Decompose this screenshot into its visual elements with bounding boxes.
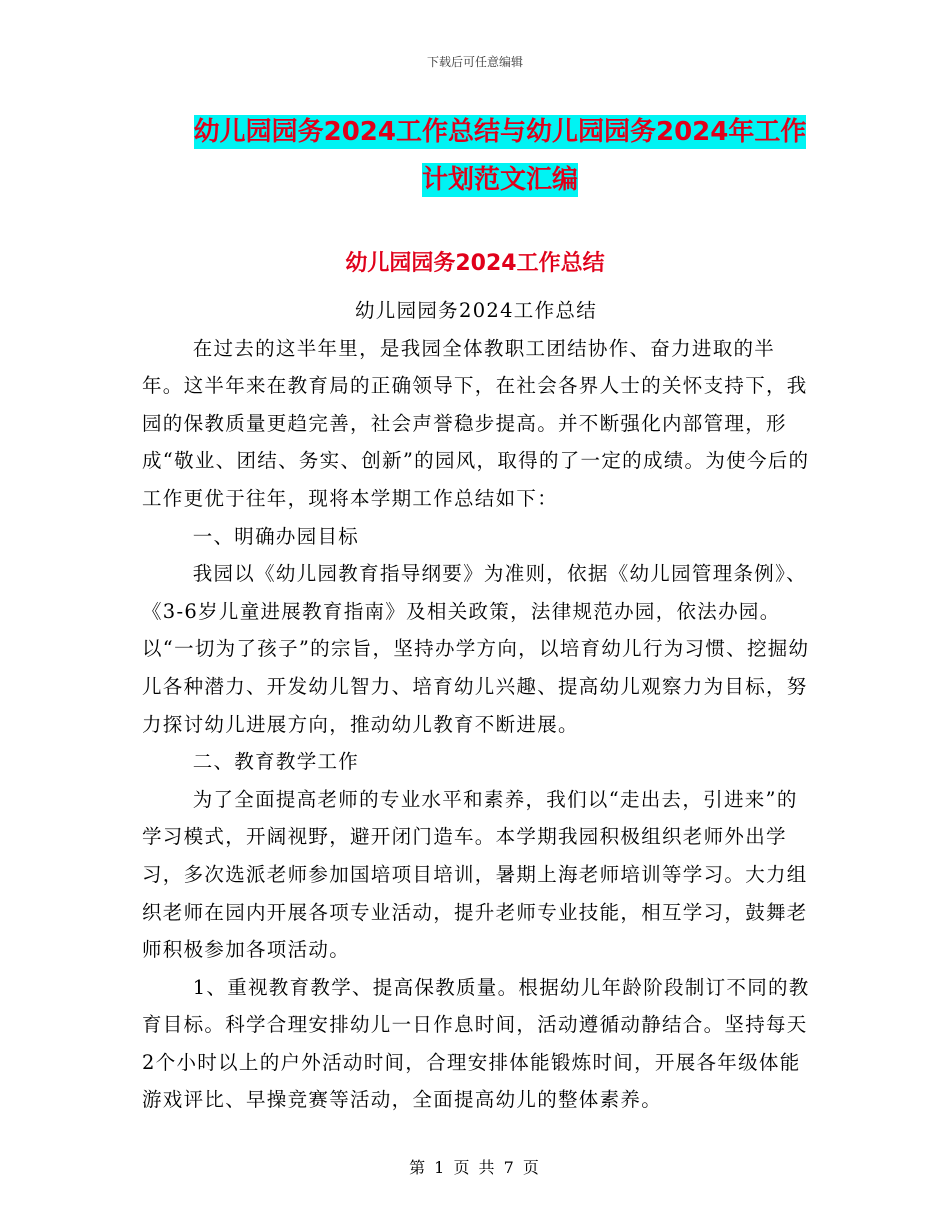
paragraph-quality: 1、重视教育教学、提高保教质量。根据幼儿年龄阶段制订不同的教育目标。科学合理安排幼儿一日作息时间，活动遵循动静结合。坚持每天2个小时以上的户外活动时间，合理安排体能锻炼时间，开展各年级体能游戏评比、早操竞赛等活动，全面提高幼儿的整体素养。 xyxy=(142,975,810,1112)
header-note: 下载后可任意编辑 xyxy=(426,55,523,69)
subtitle: 幼儿园园务2024工作总结 xyxy=(354,299,598,322)
paragraph-goals: 我园以《幼儿园教育指导纲要》为准则，依据《幼儿园管理条例》、《3-6岁儿童进展教育指南》及相关政策，法律规范办园，依法办园。以“一切为了孩子”的宗旨，坚持办学方向，以培育幼儿行为习惯、挖掘幼儿各种潜力、开发幼儿智力、培育幼儿兴趣、提高幼儿观察力为目标，努力探讨幼儿进展方向，推动幼儿教育不断进展。 xyxy=(142,562,810,736)
heading-teaching: 二、教育教学工作 xyxy=(192,750,360,774)
document-title-line-1: 幼儿园园务2024工作总结与幼儿园园务2024年工作 xyxy=(193,117,807,147)
body-text xyxy=(142,292,810,1119)
document-title-line-2: 计划范文汇编 xyxy=(421,165,578,195)
document-title xyxy=(190,108,810,204)
paragraph-teaching: 为了全面提高老师的专业水平和素养，我们以“走出去，引进来”的学习模式，开阔视野，避开闭门造车。本学期我园积极组织老师外出学习，多次选派老师参加国培项目培训，暑期上海老师培训等学习。大力组织老师在园内开展各项专业活动，提升老师专业技能，相互学习，鼓舞老师积极参加各项活动。 xyxy=(142,787,808,962)
page-footer: 第 1 页 共 7 页 xyxy=(409,1158,541,1177)
paragraph-intro: 在过去的这半年里，是我园全体教职工团结协作、奋力进取的半年。这半年来在教育局的正确领导下，在社会各界人士的关怀支持下，我园的保教质量更趋完善，社会声誉稳步提高。并不断强化内部管理，形成“敬业、团结、务实、创新”的园风，取得的了一定的成绩。为使今后的工作更优于往年，现将本学期工作总结如下： xyxy=(142,336,810,510)
heading-goals: 一、明确办园目标 xyxy=(192,524,360,548)
section-title: 幼儿园园务2024工作总结 xyxy=(345,251,605,276)
